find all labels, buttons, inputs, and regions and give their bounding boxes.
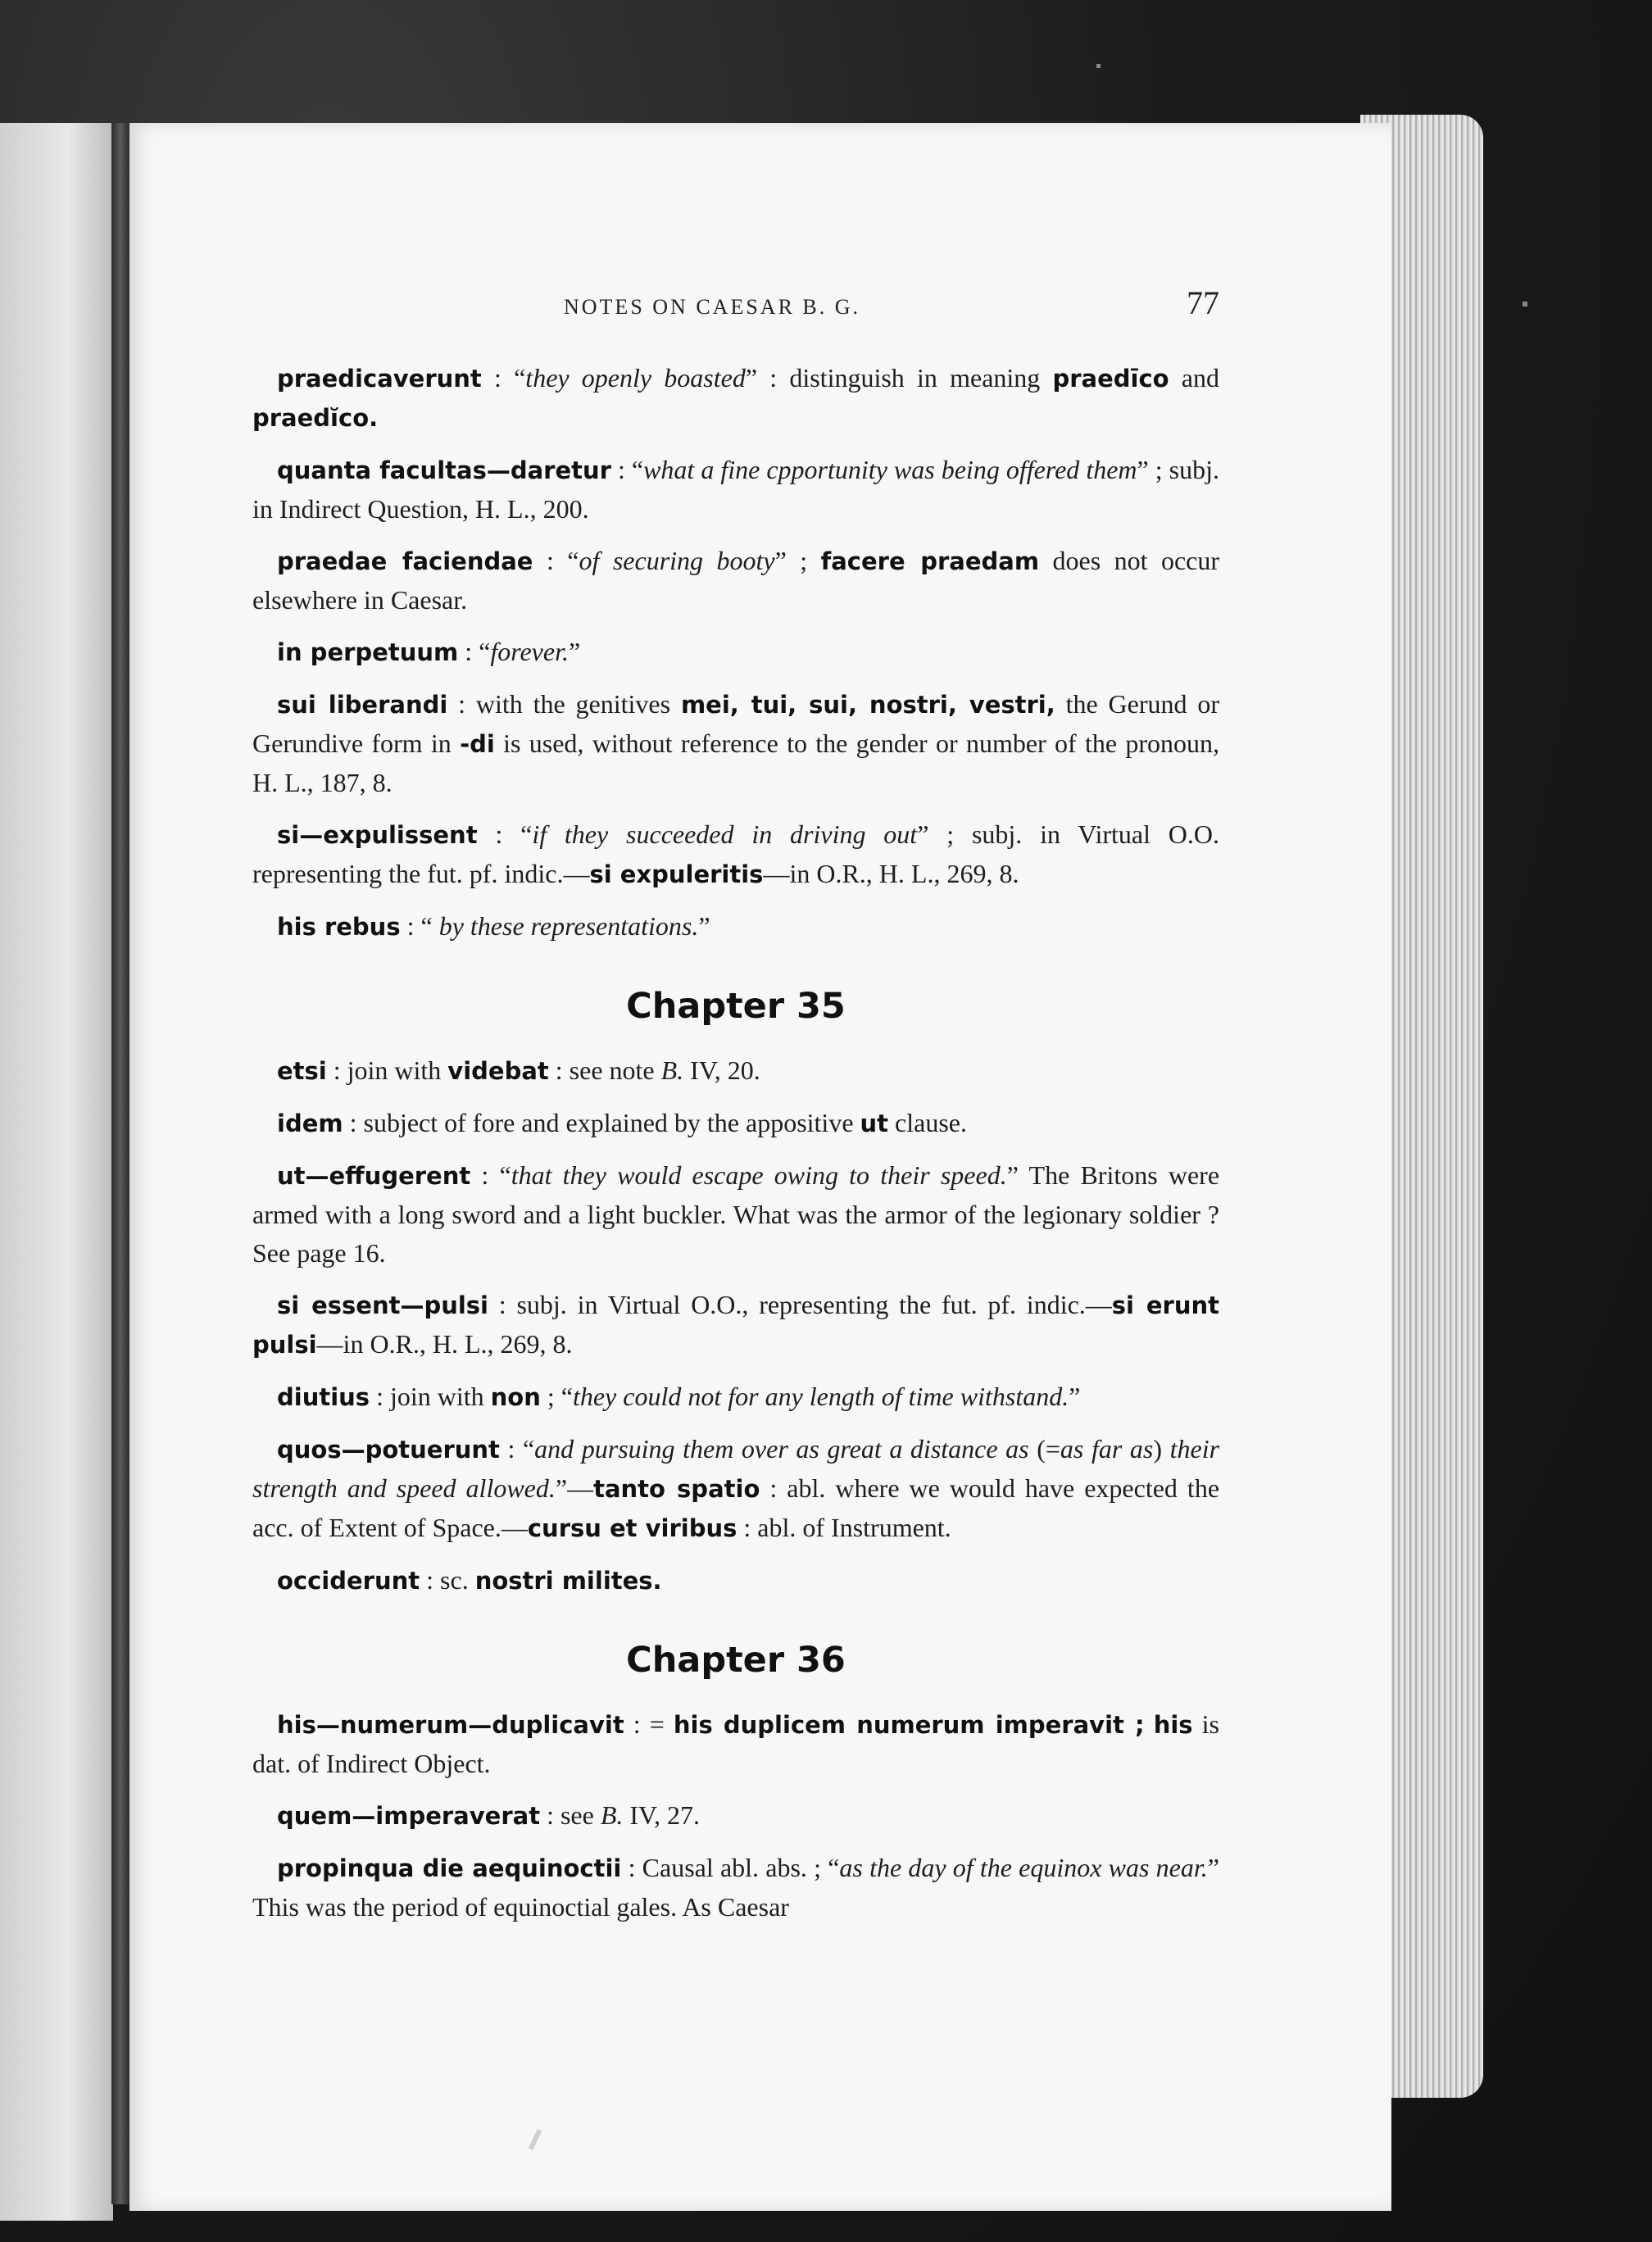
note-paragraph [252,1156,1219,1273]
note-text: —in O.R., H. L., 269, 8. [763,859,1019,888]
note-text: ) [1153,1434,1170,1464]
lemma-text: his—numerum—duplicavit [277,1711,624,1739]
lemma-text: cursu et viribus [527,1514,738,1542]
translation-text: as far as [1060,1434,1154,1464]
lemma-text: praedicaverunt [277,365,482,393]
left-page-edge [0,123,113,2221]
lemma-text: ut—effugerent [277,1162,471,1190]
note-text: clause. [888,1108,967,1137]
lemma-text: si erunt pulsi [252,1291,1220,1359]
translation-text: if they succeeded in driving out [532,819,918,849]
lemma-text: -di [460,730,495,758]
note-text: ” This was the period of equinoctial gales. As Caesar [252,1853,1219,1922]
translation-text: B. [600,1800,624,1830]
note-text: : “ [477,819,533,849]
lemma-text: facere praedam [820,547,1040,575]
notes-section-chapter-35 [252,1051,1219,1600]
note-text: : “ [610,455,644,484]
translation-text: as the day of the equinox was near. [839,1853,1208,1882]
note-text: —in O.R., H. L., 269, 8. [316,1329,573,1359]
note-paragraph [252,1377,1219,1417]
note-text: : subject of fore and explained by the appositive [343,1108,860,1137]
note-paragraph [252,633,1219,672]
note-text: : join with [370,1382,491,1411]
lemma-text: ut [860,1110,889,1137]
note-text: : “ [400,911,439,941]
translation-text: forever. [490,637,569,666]
note-text: : subj. in Virtual O.O., representing the fut. pf. indic.— [488,1290,1112,1319]
note-text: ” ; subj. in Virtual O.O. representing the fut. pf. indic.— [252,819,1220,888]
lemma-text: occiderunt [277,1567,420,1595]
note-paragraph [252,1051,1219,1091]
translation-text: B. [660,1055,684,1085]
translation-text: they openly boasted [525,363,746,393]
note-text: : “ [533,546,579,575]
book-gutter [111,123,129,2204]
note-text: : abl. of Instrument. [737,1513,951,1542]
note-text: : see [540,1800,601,1830]
note-paragraph [252,542,1219,620]
lemma-text: quem—imperaverat [277,1802,541,1830]
running-head [252,279,1219,336]
lemma-text: quanta facultas—daretur [277,456,611,484]
note-text: ” : distinguish in meaning [745,363,1053,393]
note-paragraph [252,1430,1219,1548]
note-text: ”— [555,1473,594,1503]
lemma-text: propinqua die aequinoctii [277,1854,622,1882]
note-text: IV, 20. [683,1055,760,1085]
running-head-title: NOTES ON CAESAR B. G. [564,295,861,319]
translation-text: of securing booty [579,546,775,575]
lemma-text: non [490,1383,541,1411]
note-text: ” [568,637,581,666]
note-text: the Gerund or Gerundive form in [252,689,1220,758]
lemma-text: praedīco [1052,365,1169,393]
lemma-text: si essent—pulsi [277,1291,488,1319]
note-text: ” The Britons were armed with a long sword and a light buckler. What was the armor of the legionary soldier ? See page 16. [252,1160,1220,1268]
note-text: is dat. of Indirect Object. [252,1709,1219,1778]
note-text: : “ [499,1434,535,1464]
note-paragraph [252,1104,1219,1143]
translation-text: and pursuing them over as great a distance as [534,1434,1029,1464]
scan-speck [1523,302,1527,306]
lemma-text: sui liberandi [277,691,448,719]
translation-text: by these representations. [438,911,699,941]
note-paragraph [252,907,1219,946]
notes-section-chapter-36 [252,1705,1219,1927]
note-text: ” [698,911,710,941]
note-text: and [1169,363,1220,393]
lemma-text: quos—potuerunt [277,1436,500,1464]
translation-text: what a fine cpportunity was being offered them [643,455,1137,484]
lemma-text: mei, tui, sui, nostri, vestri, [680,691,1055,719]
note-text: (= [1028,1434,1060,1464]
note-text: : “ [481,363,526,393]
note-text: : with the genitives [447,689,681,719]
note-text: : “ [458,637,491,666]
book-page [129,123,1391,2211]
note-paragraph [252,1561,1219,1600]
lemma-text: in perpetuum [277,638,459,666]
lemma-text: diutius [277,1383,370,1411]
scan-speck [1096,64,1101,68]
note-text: : see note [548,1055,661,1085]
lemma-text: his [1153,1711,1193,1739]
chapter-heading-35: Chapter 35 [626,986,846,1027]
note-text: ; “ [540,1382,573,1411]
lemma-text: tanto spatio [593,1475,760,1503]
translation-text: they could not for any length of time withstand. [572,1382,1069,1411]
note-text: ” [1069,1382,1081,1411]
notes-section-chapter-34 [252,359,1219,946]
note-paragraph [252,451,1219,529]
note-text: : abl. where we would have expected the acc. of Extent of Space.— [252,1473,1220,1542]
note-text: : “ [470,1160,511,1190]
note-paragraph [252,1705,1219,1783]
note-paragraph [252,1849,1219,1927]
lemma-text: si expuleritis [589,860,764,888]
note-text: ” ; [774,546,821,575]
note-text: : Causal abl. abs. ; “ [621,1853,840,1882]
lemma-text: his rebus [277,913,401,941]
page-number: 77 [1187,284,1219,321]
lemma-text: idem [277,1110,343,1137]
note-text: : join with [326,1055,448,1085]
note-text: does not occur elsewhere in Caesar. [252,546,1220,615]
note-paragraph [252,815,1219,894]
note-text: ” ; subj. in Indirect Question, H. L., 200. [252,455,1220,524]
lemma-text: videbat [447,1057,549,1085]
lemma-text: his duplicem numerum imperavit ; [673,1711,1145,1739]
lemma-text: praedae faciendae [277,547,533,575]
lemma-text: praedĭco. [252,404,379,432]
chapter-heading-36: Chapter 36 [626,1640,846,1681]
translation-text: their strength and speed allowed. [252,1434,1220,1503]
note-paragraph [252,1286,1219,1364]
note-text: : sc. [420,1565,475,1595]
note-text: IV, 27. [623,1800,700,1830]
lemma-text: nostri milites. [474,1567,662,1595]
page-content [252,279,1219,1940]
lemma-text: etsi [277,1057,327,1085]
note-text: : = [624,1709,674,1739]
note-text [1145,1709,1154,1739]
lemma-text: si—expulissent [277,821,478,849]
note-paragraph [252,1796,1219,1836]
note-text: is used, without reference to the gender or number of the pronoun, H. L., 187, 8. [252,728,1220,797]
note-paragraph [252,685,1219,802]
translation-text: that they would escape owing to their speed. [511,1160,1007,1190]
note-paragraph [252,359,1219,438]
